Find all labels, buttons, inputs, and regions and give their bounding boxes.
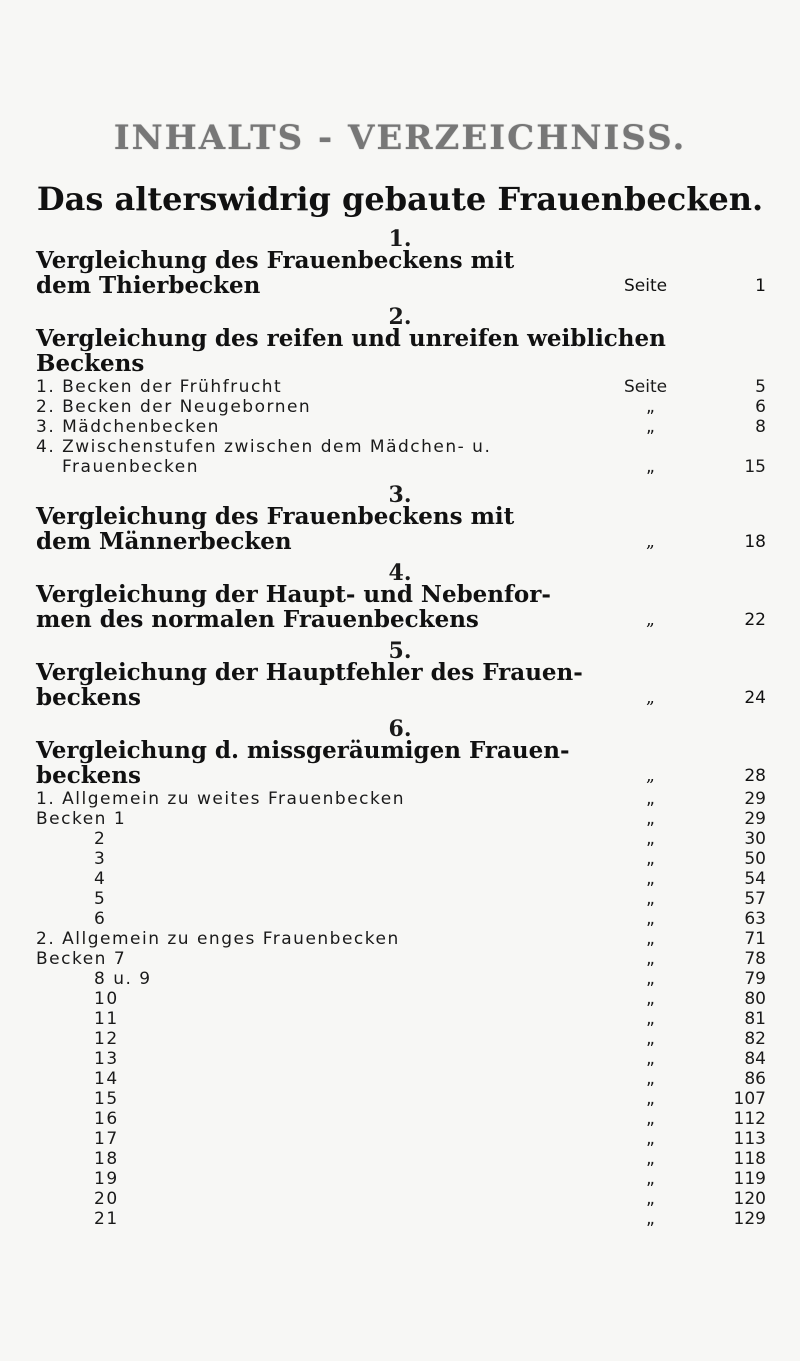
toc-entry [36,1148,766,1170]
section-title: dem Männerbecken „ 18 [36,528,766,555]
toc-entry [36,396,766,418]
ditto-mark: „ [646,457,655,477]
entry-label: 14 [94,1069,119,1089]
section-number: 2. [388,304,412,330]
entry-label: 17 [94,1129,119,1149]
section-number: 6. [388,716,412,742]
section-number: 3. [388,482,412,508]
page-number: 28 [744,766,766,786]
toc-entry [36,416,766,438]
page-number: 24 [744,688,766,708]
entry-label: 11 [94,1009,119,1029]
section-title: men des normalen Frauenbeckens „ 22 [36,606,766,633]
entry-label: Frauenbecken [62,457,200,477]
section-number: 1. [388,226,412,252]
toc-entry [36,1128,766,1150]
ditto-mark: „ [646,1049,655,1069]
entry-label: 6 [94,909,107,929]
ditto-mark: „ [646,610,655,630]
ditto-mark: „ [646,1029,655,1049]
page-number: 18 [744,532,766,552]
entry-label: 1. Becken der Frühfrucht [36,377,283,397]
ditto-mark: „ [646,1189,655,1209]
ditto-mark: „ [646,1069,655,1089]
toc-entry [36,1208,766,1230]
page-number: 84 [744,1049,766,1069]
entry-label: 3. Mädchenbecken [36,417,220,437]
page-number: 71 [744,929,766,949]
section-title: Vergleichung des reifen und unreifen weiblichen [36,325,666,352]
entry-label: 5 [94,889,107,909]
entry-label: 1. Allgemein zu weites Frauenbecken [36,789,405,809]
section-title: Vergleichung der Haupt- und Nebenfor- [36,581,551,608]
ditto-mark: „ [646,829,655,849]
page-number: 50 [744,849,766,869]
entry-label: Becken 1 [36,809,127,829]
toc-entry [36,436,766,458]
ditto-mark: „ [646,1129,655,1149]
ditto-mark: „ [646,1109,655,1129]
toc-entry [36,908,766,930]
page-number: 79 [744,969,766,989]
section-title: Vergleichung d. missgeräumigen Frauen- [36,737,570,764]
page-number: 120 [733,1189,766,1209]
entry-label: 4 [94,869,107,889]
entry-label: 2. Allgemein zu enges Frauenbecken [36,929,400,949]
ditto-mark: „ [646,809,655,829]
entry-label: 20 [94,1189,119,1209]
page-number: 30 [744,829,766,849]
page-number: 57 [744,889,766,909]
entry-label: 3 [94,849,107,869]
page-number: 119 [733,1169,766,1189]
entry-label: 16 [94,1109,119,1129]
ditto-mark: „ [646,1009,655,1029]
page-number: 113 [733,1129,766,1149]
main-title: Das alterswidrig gebaute Frauenbecken. [36,180,764,218]
page-number: 78 [744,949,766,969]
toc-entry [36,988,766,1010]
toc-entry [36,928,766,950]
page-number: 6 [755,397,766,417]
page-prefix: Seite [624,377,668,397]
toc-entry [36,1008,766,1030]
entry-label: 2. Becken der Neugebornen [36,397,312,417]
toc-entry [36,808,766,830]
ditto-mark: „ [646,929,655,949]
page-number: 8 [755,417,766,437]
entry-label: 21 [94,1209,119,1229]
page-number: 118 [733,1149,766,1169]
page-number: 107 [733,1089,766,1109]
ditto-mark: „ [646,949,655,969]
ditto-mark: „ [646,849,655,869]
entry-label: 13 [94,1049,119,1069]
toc-entry [36,1028,766,1050]
page-number: 82 [744,1029,766,1049]
toc-entry [36,1088,766,1110]
ditto-mark: „ [646,1149,655,1169]
ditto-mark: „ [646,989,655,1009]
toc-entry-continued [36,456,766,478]
section-title: Vergleichung des Frauenbeckens mit [36,247,515,274]
toc-entry [36,888,766,910]
ditto-mark: „ [646,1089,655,1109]
entry-label: 12 [94,1029,119,1049]
toc-entry [36,968,766,990]
page-number: 86 [744,1069,766,1089]
section-title: Vergleichung der Hauptfehler des Frauen- [36,659,583,686]
page-number: 1 [755,276,766,296]
toc-entry [36,1168,766,1190]
section-title: dem Thierbecken Seite 1 [36,272,766,299]
page-prefix: Seite [624,276,668,296]
page-number: 63 [744,909,766,929]
ditto-mark: „ [646,1209,655,1229]
ditto-mark: „ [646,688,655,708]
entry-label: Becken 7 [36,949,127,969]
toc-entry [36,1068,766,1090]
page-number: 22 [744,610,766,630]
page-number: 112 [733,1109,766,1129]
page-number: 29 [744,789,766,809]
toc-heading: INHALTS - VERZEICHNISS. [113,118,687,158]
entry-label: 2 [94,829,107,849]
entry-label: 15 [94,1089,119,1109]
entry-label: 18 [94,1149,119,1169]
toc-entry [36,948,766,970]
page-number: 129 [733,1209,766,1229]
entry-label: 8 u. 9 [94,969,152,989]
ditto-mark: „ [646,417,655,437]
section-title: Beckens [36,350,145,377]
toc-entry [36,848,766,870]
entry-label: 4. Zwischenstufen zwischen dem Mädchen- u. [36,437,492,457]
ditto-mark: „ [646,766,655,786]
section-title: beckens „ 24 [36,684,766,711]
toc-entry [36,1048,766,1070]
section-title: beckens „ 28 [36,762,766,789]
entry-label: 10 [94,989,119,1009]
ditto-mark: „ [646,969,655,989]
section-number: 5. [388,638,412,664]
page-number: 81 [744,1009,766,1029]
section-number: 4. [388,560,412,586]
toc-entry [36,376,766,398]
toc-entry [36,868,766,890]
ditto-mark: „ [646,397,655,417]
ditto-mark: „ [646,909,655,929]
ditto-mark: „ [646,532,655,552]
page-number: 80 [744,989,766,1009]
page-number: 5 [755,377,766,397]
ditto-mark: „ [646,869,655,889]
toc-entry [36,1108,766,1130]
ditto-mark: „ [646,789,655,809]
toc-entry [36,828,766,850]
page-number: 29 [744,809,766,829]
ditto-mark: „ [646,1169,655,1189]
toc-entry [36,1188,766,1210]
page-number: 54 [744,869,766,889]
section-title: Vergleichung des Frauenbeckens mit [36,503,515,530]
entry-label: 19 [94,1169,119,1189]
page-number: 15 [744,457,766,477]
ditto-mark: „ [646,889,655,909]
toc-entry [36,788,766,810]
